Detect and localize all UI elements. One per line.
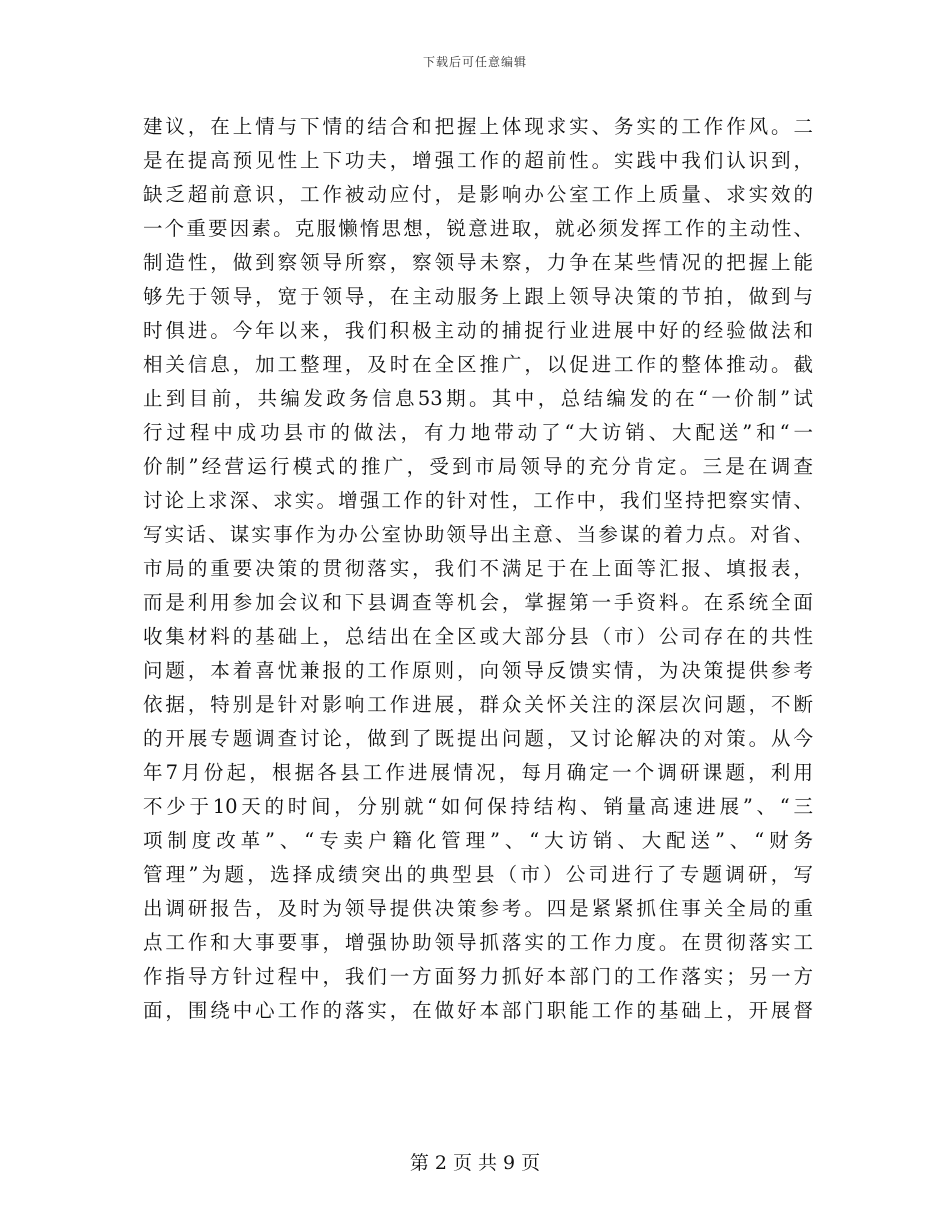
text-line: 管理”为题，选择成绩突出的典型县（市）公司进行了专题调研，写 [143, 863, 813, 886]
text-line: 相关信息，加工整理，及时在全区推广，以促进工作的整体推动。截 [143, 353, 813, 376]
text-line: 建议，在上情与下情的结合和把握上体现求实、务实的工作作风。二 [143, 115, 813, 138]
text-line: 项制度改革”、“专卖户籍化管理”、“大访销、大配送”、“财务 [143, 829, 813, 852]
text-line: 是在提高预见性上下功夫，增强工作的超前性。实践中我们认识到， [143, 149, 813, 172]
text-line: 依据，特别是针对影响工作进展，群众关怀关注的深层次问题，不断 [143, 693, 813, 716]
text-line: 一个重要因素。克服懒惰思想，锐意进取，就必须发挥工作的主动性、 [143, 217, 813, 240]
text-line: 行过程中成功县市的做法，有力地带动了“大访销、大配送”和“一 [143, 421, 813, 444]
text-line: 价制”经营运行模式的推广，受到市局领导的充分肯定。三是在调查 [143, 455, 813, 478]
text-line: 的开展专题调查讨论，做到了既提出问题，又讨论解决的对策。从今 [143, 727, 813, 750]
document-body [143, 110, 813, 1028]
text-line: 作指导方针过程中，我们一方面努力抓好本部门的工作落实；另一方 [143, 965, 813, 988]
text-line: 点工作和大事要事，增强协助领导抓落实的工作力度。在贯彻落实工 [143, 931, 813, 954]
text-line: 讨论上求深、求实。增强工作的针对性，工作中，我们坚持把察实情、 [143, 489, 813, 512]
text-line: 年7月份起，根据各县工作进展情况，每月确定一个调研课题，利用 [143, 761, 813, 784]
text-line: 不少于10天的时间，分别就“如何保持结构、销量高速进展”、“三 [143, 795, 813, 818]
text-line: 面，围绕中心工作的落实，在做好本部门职能工作的基础上，开展督 [143, 999, 813, 1022]
text-line: 时俱进。今年以来，我们积极主动的捕捉行业进展中好的经验做法和 [143, 319, 813, 342]
text-line: 缺乏超前意识，工作被动应付，是影响办公室工作上质量、求实效的 [143, 183, 813, 206]
page-footer: 第 2 页 共 9 页 [409, 1152, 541, 1174]
text-line: 写实话、谋实事作为办公室协助领导出主意、当参谋的着力点。对省、 [143, 523, 813, 546]
text-line: 市局的重要决策的贯彻落实，我们不满足于在上面等汇报、填报表， [143, 557, 813, 580]
text-line: 问题，本着喜忧兼报的工作原则，向领导反馈实情，为决策提供参考 [143, 659, 813, 682]
text-line: 制造性，做到察领导所察，察领导未察，力争在某些情况的把握上能 [143, 251, 813, 274]
text-line: 够先于领导，宽于领导，在主动服务上跟上领导决策的节拍，做到与 [143, 285, 813, 308]
text-line: 止到目前，共编发政务信息53期。其中，总结编发的在“一价制”试 [143, 387, 813, 410]
text-line: 出调研报告，及时为领导提供决策参考。四是紧紧抓住事关全局的重 [143, 897, 813, 920]
text-line: 而是利用参加会议和下县调查等机会，掌握第一手资料。在系统全面 [143, 591, 813, 614]
text-line: 收集材料的基础上，总结出在全区或大部分县（市）公司存在的共性 [143, 625, 813, 648]
page-header: 下载后可任意编辑 [422, 55, 527, 69]
